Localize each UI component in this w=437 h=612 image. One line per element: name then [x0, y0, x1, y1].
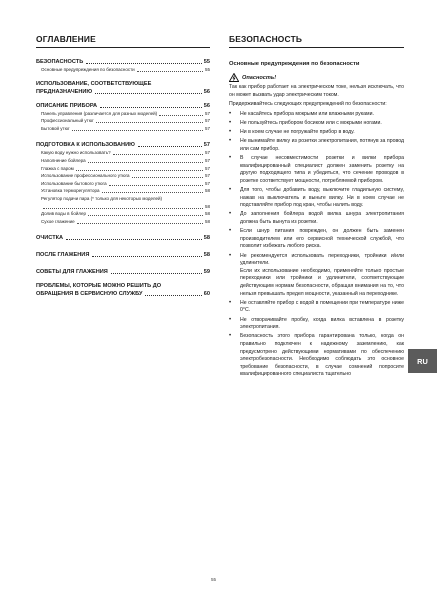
safety-section	[229, 34, 404, 381]
danger-label: Опасность!	[242, 74, 277, 81]
list-item: • Не отворачивайте пробку, когда вилка вставлена в розетку электропитания.	[229, 317, 404, 332]
toc-subentry-steam-ironing[interactable]: Глажка с паром 57	[41, 165, 210, 171]
safety-warnings-list	[229, 111, 404, 379]
toc-entry-preparation[interactable]: ПОДГОТОВКА К ИСПОЛЬЗОВАНИЮ 57	[36, 142, 210, 149]
toc-subentry-using-professional-iron[interactable]: Использование профессионального утюга 57	[41, 173, 210, 179]
list-item: • Не рекомендуется использовать переходники, тройники и/или удлинители. Если их использование необходимо, применяйте только простые переходники или тройники и удлинители, соответствующие действующим нормам безопасности, обращая внимания на то, что нельзя превышать предел мощности, указанный на переходнике.	[229, 253, 404, 299]
toc-entry-troubleshooting[interactable]: ПРОБЛЕМЫ, КОТОРЫЕ МОЖНО РЕШИТЬ ДО ОБРАЩЕНИЯ В СЕРВИСНУЮ СЛУЖБУ 60	[36, 283, 210, 298]
toc-subentry-professional-iron[interactable]: Профессиональный утюг 57	[41, 118, 210, 124]
toc-subentry-filling-boiler[interactable]: Наполнение бойлера 57	[41, 157, 210, 163]
safety-intro-2: Придерживайтесь следующих предупреждений по безопасности:	[229, 101, 387, 108]
language-tab-ru[interactable]: RU	[408, 349, 437, 373]
toc-subentry-safety-warnings[interactable]: Основные предупреждения по безопасности 55	[41, 67, 210, 72]
toc-subentry-refill-boiler[interactable]: Долив воды в бойлер 58	[41, 211, 210, 217]
toc-list	[36, 58, 210, 298]
safety-intro: Так как прибор работает на электрическом токе, нельзя исключать, что он может вызвать удар электрическим током.	[229, 84, 404, 98]
toc-entry-intended-use[interactable]: ИСПОЛЬЗОВАНИЕ, СООТВЕТСТВУЮЩЕЕ ПРЕДНАЗНАЧЕНИЮ 56	[36, 80, 210, 95]
toc-title: ОГЛАВЛЕНИЕ	[36, 34, 210, 48]
toc-subentry-household-iron[interactable]: Бытовой утюг 57	[41, 125, 210, 131]
list-item: • В случае несовместимости розетки и вилки прибора квалифицированный специалист должен заменить розетку на другую подходящего типа и убедиться, что сечение проводов в розетке соответствует мощности, потребляемой прибором.	[229, 155, 404, 185]
safety-title: БЕЗОПАСНОСТЬ	[229, 34, 404, 48]
toc-subentry-water-type[interactable]: Какую воду нужно использовать? 57	[41, 150, 210, 156]
list-item: • Для того, чтобы добавить воду, выключите гладильную систему, нажав на выключатель и выньте вилку. Ни в коем случае не подставляйте прибор под кран, чтобы налить воду.	[229, 187, 404, 210]
page-number: 55	[211, 577, 217, 582]
toc-entry-after-ironing[interactable]: ПОСЛЕ ГЛАЖЕНИЯ 58	[36, 252, 210, 259]
toc-subentry-dry-ironing[interactable]: Сухое глажение 58	[41, 218, 210, 224]
list-item: • Не вынимайте вилку из розетки электропитания, потянув за провод или сам прибор.	[229, 138, 404, 153]
toc-entry-cleaning[interactable]: ОЧИСТКА 58	[36, 235, 210, 242]
warning-electric-icon	[229, 73, 239, 82]
danger-callout	[229, 73, 404, 82]
list-item: • Безопасность этого прибора гарантирована только, когда он правильно подключен к надежному заземлению, как предусмотрено действующими нормативами по обеспечению электробезопасности. Необходимо соблюдать это основное требование безопасности, в случае сомнений попросите квалифицированного специалиста тщательно	[229, 333, 404, 379]
list-item: • Не пользуйтесь прибором босиком или с мокрыми ногами.	[229, 120, 404, 128]
toc-subentry-thermostat[interactable]: Установка терморегулятора 58	[41, 188, 210, 194]
toc-subentry-steam-regulator[interactable]: Регулятор подачи пара (* только для некоторых моделей) 58	[41, 195, 210, 209]
toc-entry-safety[interactable]: БЕЗОПАСНОСТЬ 55	[36, 59, 210, 65]
safety-subtitle: Основные предупреждения по безопасности	[229, 61, 360, 67]
toc-subentry-control-panel[interactable]: Панель управления (различается для разных моделей) 57	[41, 110, 210, 116]
list-item: • Не оставляйте прибор с водой в помещении при температуре ниже 0°С.	[229, 300, 404, 315]
list-item: • Если шнур питания поврежден, он должен быть заменен производителем или его сервисной технической службой, что позволит избежать любого риска.	[229, 228, 404, 251]
table-of-contents	[36, 34, 210, 298]
toc-entry-description[interactable]: ОПИСАНИЕ ПРИБОРА 56	[36, 102, 210, 109]
toc-entry-ironing-tips[interactable]: СОВЕТЫ ДЛЯ ГЛАЖЕНИЯ 59	[36, 269, 210, 276]
list-item: • Ни в коем случае не погружайте прибор в воду.	[229, 129, 404, 137]
list-item: • До заполнения бойлера водой вилка шнура электропитания должна быть вынута из розетки.	[229, 211, 404, 226]
toc-subentry-using-household-iron[interactable]: Использование бытового утюга 57	[41, 180, 210, 186]
list-item: • Не касайтесь прибора мокрыми или влажными руками.	[229, 111, 404, 119]
